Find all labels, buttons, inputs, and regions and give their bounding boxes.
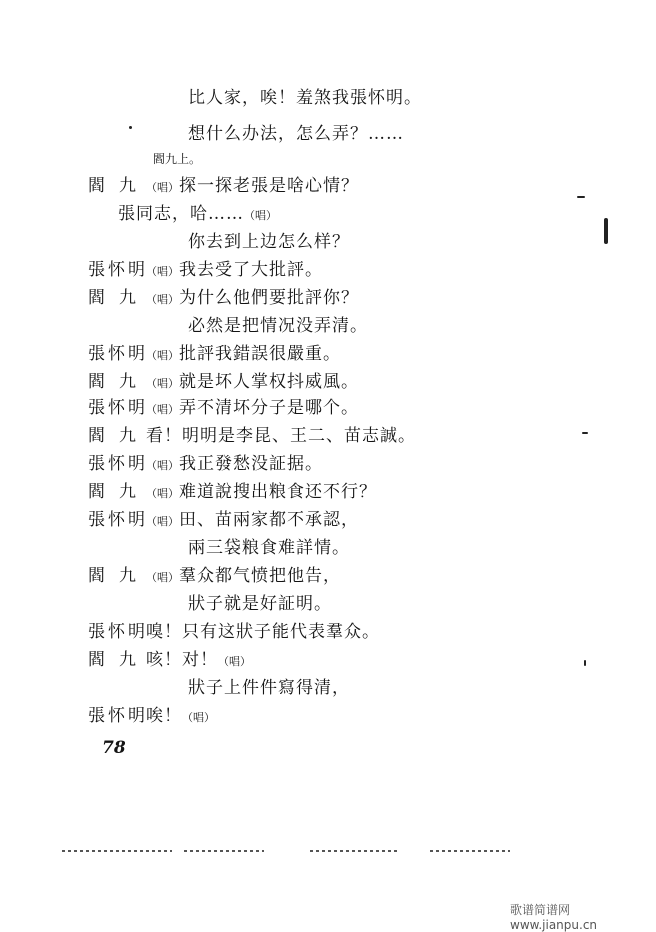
singing-cue: （唱）: [182, 711, 215, 724]
singing-cue: （唱）: [146, 459, 179, 472]
script-line: [88, 706, 215, 728]
script-line: [188, 678, 350, 698]
scan-speck: [584, 660, 586, 666]
script-line: [88, 566, 341, 588]
speaker-name: 張怀明: [88, 454, 148, 474]
script-line: [88, 622, 380, 642]
script-line: [88, 176, 359, 198]
script-line: [188, 124, 404, 144]
line-text: 田、苗兩家都不承認，: [179, 510, 359, 530]
singing-cue: （唱）: [146, 571, 179, 584]
line-text: 就是坏人掌权抖威風。: [179, 372, 359, 392]
scan-speck: [577, 196, 585, 198]
line-text: 探一探老張是啥心情？: [179, 176, 359, 196]
line-text: 看！明明是李昆、王二、苗志誠。: [146, 426, 416, 446]
line-text: 你去到上边怎么样？: [188, 232, 350, 252]
line-text: 我去受了大批評。: [179, 260, 323, 280]
scan-edge-marks: [310, 850, 400, 852]
script-line: [88, 398, 359, 420]
stage-direction-text: 閻九上。: [153, 152, 202, 166]
speaker-name: 張怀明: [88, 344, 148, 364]
script-line: [188, 594, 332, 614]
script-line: [188, 316, 368, 336]
speaker-name: 閻九: [88, 288, 150, 308]
script-line: [188, 232, 350, 252]
line-text: 狀子就是好証明。: [188, 594, 332, 614]
speaker-name: 閻九: [88, 176, 150, 196]
line-text: 想什么办法，怎么弄？……: [188, 124, 404, 144]
script-line: [88, 288, 359, 310]
line-text: 比人家，唉！羞煞我張怀明。: [188, 88, 422, 108]
script-line: [88, 454, 323, 476]
singing-cue: （唱）: [146, 265, 179, 278]
script-line: [88, 426, 416, 446]
page-number: 78: [102, 738, 126, 758]
singing-cue: （唱）: [244, 209, 277, 222]
stage-direction: [153, 152, 201, 166]
speaker-name: 張怀明: [88, 622, 148, 642]
line-text: 羣众都气愤把他告，: [179, 566, 341, 586]
script-line: [88, 650, 251, 672]
script-line: [88, 372, 359, 394]
script-line: [88, 344, 341, 366]
speaker-name: 張怀明: [88, 260, 148, 280]
line-text: 張同志，哈……: [118, 204, 244, 224]
line-text: 弄不清坏分子是哪个。: [179, 398, 359, 418]
scan-speck: [129, 126, 132, 129]
script-line: [88, 260, 323, 282]
speaker-name: 閻九: [88, 426, 150, 446]
singing-cue: （唱）: [146, 515, 179, 528]
script-line: [188, 88, 422, 108]
line-text: 为什么他們要批評你？: [179, 288, 359, 308]
scan-speck: [604, 218, 608, 244]
line-text: 我正發愁没証据。: [179, 454, 323, 474]
line-text: 咳！对！: [146, 650, 218, 670]
speaker-name: 閻九: [88, 650, 150, 670]
singing-cue: （唱）: [146, 403, 179, 416]
script-line: [88, 482, 377, 504]
line-text: 兩三袋粮食难詳情。: [188, 538, 350, 558]
speaker-name: 閻九: [88, 482, 150, 502]
line-text: 批評我錯誤很嚴重。: [179, 344, 341, 364]
singing-cue: （唱）: [146, 293, 179, 306]
speaker-name: 閻九: [88, 372, 150, 392]
script-line: [118, 204, 277, 226]
line-text: 唉！: [146, 706, 182, 726]
line-text: 必然是把情况没弄清。: [188, 316, 368, 336]
line-text: 难道說搜出粮食还不行？: [179, 482, 377, 502]
line-text: 嗅！只有这狀子能代表羣众。: [146, 622, 380, 642]
scan-edge-marks: [62, 850, 172, 852]
line-text: 狀子上件件寫得清，: [188, 678, 350, 698]
speaker-name: 閻九: [88, 566, 150, 586]
script-line: [188, 538, 350, 558]
watermark-text: 歌谱简谱网 www.jianpu.cn: [510, 903, 598, 932]
singing-cue: （唱）: [146, 377, 179, 390]
singing-cue: （唱）: [146, 181, 179, 194]
scan-edge-marks: [430, 850, 510, 852]
script-line: [88, 510, 359, 532]
scan-speck: [582, 432, 588, 434]
speaker-name: 張怀明: [88, 510, 148, 530]
speaker-name: 張怀明: [88, 706, 148, 726]
singing-cue: （唱）: [146, 349, 179, 362]
scan-edge-marks: [184, 850, 264, 852]
speaker-name: 張怀明: [88, 398, 148, 418]
singing-cue: （唱）: [146, 487, 179, 500]
singing-cue: （唱）: [218, 655, 251, 668]
